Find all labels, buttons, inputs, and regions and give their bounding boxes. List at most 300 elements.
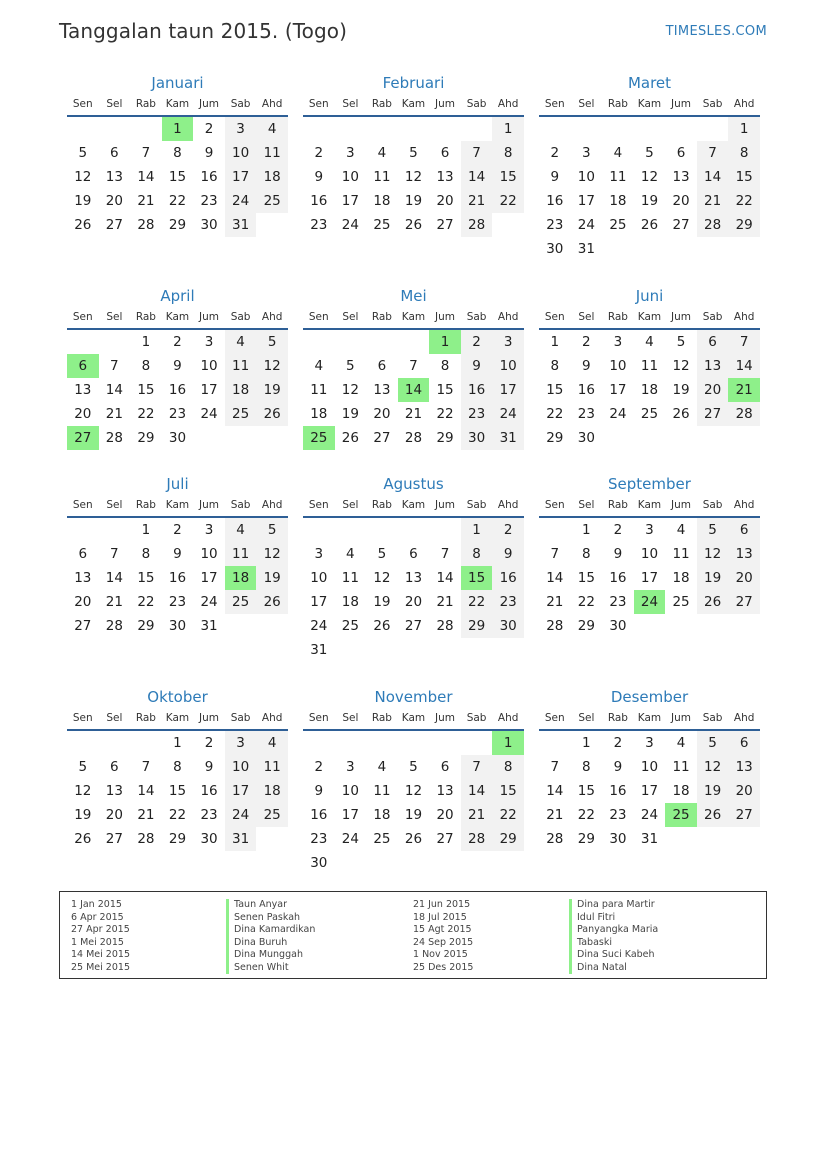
day-cell: 17 [492,378,524,402]
month-name: April [160,287,195,305]
day-cell: 13 [105,169,123,185]
weekday-label: Ahd [261,499,283,511]
day-cell: 26 [640,217,659,233]
weekday-label: Kam [401,712,426,724]
empty-cell [99,330,131,354]
day-cell: 30 [168,618,187,634]
month-name: Desember [610,688,689,706]
day-cell: 22 [728,189,760,213]
day-cell: 31 [200,618,218,634]
day-cell: 20 [105,193,123,209]
day-cell: 4 [256,117,288,141]
empty-cell [67,330,99,354]
day-cell: 31 [225,213,257,237]
empty-cell [539,518,571,542]
day-cell: 9 [314,783,324,799]
day-cell: 28 [105,618,123,634]
day-cell: 28 [728,402,760,426]
day-grid [539,330,760,450]
day-cell: 20 [74,406,92,422]
weekday-label: Sab [702,98,723,110]
weekday-label: Sel [106,712,123,724]
day-cell: 10 [310,570,328,586]
weekday-header [539,93,760,117]
weekday-label: Jum [435,311,456,323]
legend-holiday-name: Dina para Martir [577,899,655,910]
day-cell: 2 [173,334,182,350]
weekday-label: Ahd [733,311,755,323]
month-maret [539,73,760,261]
day-grid [67,518,288,638]
day-cell: 21 [697,189,729,213]
day-cell: 22 [577,594,595,610]
legend-holiday-name: Taun Anyar [234,899,287,910]
day-grid [303,117,524,237]
day-cell: 16 [168,382,187,398]
day-grid [303,330,524,450]
month-juli [67,474,288,638]
day-cell: 7 [141,145,151,161]
empty-cell [335,330,367,354]
brand-link[interactable]: TIMESLES.COM [665,24,767,39]
day-cell: 7 [110,546,119,562]
weekday-label: Rab [135,98,156,110]
day-cell: 4 [676,522,686,538]
day-cell: 4 [256,731,288,755]
day-cell: 26 [256,590,288,614]
day-cell: 6 [409,546,418,562]
day-cell: 3 [225,731,257,755]
day-cell: 16 [200,169,218,185]
holiday-day-cell: 25 [303,426,335,450]
legend-holiday-name: Senen Paskah [234,911,301,923]
day-cell: 19 [697,779,729,803]
legend-holiday-name: Tabaski [577,936,612,948]
day-cell: 15 [546,382,564,398]
day-cell: 21 [137,193,155,209]
day-cell: 6 [728,518,760,542]
day-cell: 8 [492,141,524,165]
day-cell: 3 [613,334,623,350]
day-cell: 7 [461,755,493,779]
empty-cell [461,731,493,755]
day-cell: 10 [341,783,359,799]
day-cell: 16 [461,378,493,402]
weekday-label: Sen [308,98,329,110]
empty-cell [429,518,461,542]
day-cell: 23 [200,807,218,823]
day-cell: 4 [676,735,686,751]
day-cell: 11 [256,141,288,165]
weekday-label: Sen [544,712,565,724]
weekday-label: Kam [165,499,190,511]
month-oktober [67,687,288,851]
day-cell: 6 [110,759,119,775]
day-cell: 10 [609,358,627,374]
day-cell: 24 [200,406,218,422]
day-cell: 3 [645,735,654,751]
empty-cell [665,117,697,141]
day-cell: 28 [105,430,123,446]
legend-date: 27 Apr 2015 [71,924,130,935]
day-cell: 30 [168,430,187,446]
day-cell: 17 [341,807,359,823]
day-cell: 22 [436,406,454,422]
weekday-label: Kam [165,98,190,110]
day-cell: 20 [373,406,391,422]
day-cell: 4 [613,145,623,161]
day-grid [539,117,760,261]
weekday-label: Sen [308,499,329,511]
day-cell: 5 [377,546,387,562]
weekday-label: Sen [72,712,93,724]
day-cell: 13 [728,542,760,566]
day-cell: 23 [546,217,564,233]
legend-holiday-name: Dina Buruh [234,936,288,948]
day-cell: 25 [256,803,288,827]
legend-date: 1 Nov 2015 [413,949,468,960]
month-name: Maret [627,74,672,92]
day-cell: 30 [200,217,218,233]
day-cell: 27 [105,217,123,233]
day-cell: 21 [105,594,123,610]
day-cell: 9 [550,169,560,185]
month-juni [539,286,760,450]
weekday-label: Sel [342,98,359,110]
empty-cell [130,117,162,141]
day-cell: 2 [204,121,214,137]
weekday-label: Kam [637,499,662,511]
weekday-label: Kam [401,311,426,323]
holiday-day-cell: 18 [225,566,257,590]
day-cell: 5 [256,330,288,354]
weekday-label: Jum [435,499,456,511]
day-cell: 3 [582,145,591,161]
holiday-day-cell: 27 [67,426,99,450]
weekday-label: Sel [106,311,123,323]
day-cell: 15 [168,169,187,185]
empty-cell [602,117,634,141]
weekday-label: Jum [671,98,692,110]
day-cell: 7 [697,141,729,165]
empty-cell [99,731,131,755]
day-cell: 18 [640,382,659,398]
day-cell: 21 [137,807,155,823]
day-cell: 22 [137,406,155,422]
weekday-label: Ahd [261,311,283,323]
day-cell: 31 [640,831,659,847]
empty-cell [366,518,398,542]
day-cell: 12 [672,358,690,374]
legend-holiday-name: Dina Munggah [234,949,303,960]
empty-cell [697,117,729,141]
day-cell: 13 [373,382,391,398]
day-cell: 3 [204,522,214,538]
day-cell: 24 [609,406,627,422]
day-cell: 10 [200,546,218,562]
weekday-label: Ahd [497,499,519,511]
day-cell: 23 [310,217,328,233]
day-cell: 9 [173,358,182,374]
day-cell: 10 [341,169,359,185]
day-cell: 2 [582,334,591,350]
day-cell: 26 [404,831,423,847]
weekday-label: Jum [199,98,220,110]
weekday-label: Ahd [261,712,283,724]
day-cell: 16 [310,807,328,823]
day-cell: 18 [609,193,627,209]
empty-cell [461,117,493,141]
day-cell: 25 [225,402,257,426]
day-cell: 11 [373,783,391,799]
day-cell: 8 [173,759,182,775]
day-cell: 6 [697,330,729,354]
day-cell: 2 [492,518,524,542]
empty-cell [303,731,335,755]
weekday-label: Sab [466,98,487,110]
day-cell: 9 [492,542,524,566]
month-name: November [374,688,453,706]
day-cell: 10 [225,141,257,165]
weekday-label: Ahd [497,712,519,724]
day-cell: 21 [546,594,564,610]
day-cell: 9 [582,358,591,374]
day-cell: 2 [204,735,214,751]
day-cell: 15 [168,783,187,799]
empty-cell [539,117,571,141]
weekday-label: Sel [106,499,123,511]
holiday-day-cell: 6 [67,354,99,378]
weekday-label: Ahd [733,499,755,511]
weekday-header [539,306,760,330]
weekday-label: Sen [308,311,329,323]
day-cell: 30 [461,426,493,450]
day-cell: 1 [728,117,760,141]
day-cell: 11 [256,755,288,779]
day-grid [67,330,288,450]
day-cell: 7 [550,759,560,775]
holiday-legend [59,891,767,979]
day-cell: 9 [314,169,324,185]
weekday-header [303,93,524,117]
empty-cell [571,117,603,141]
day-cell: 8 [141,358,151,374]
day-cell: 5 [78,145,88,161]
day-cell: 28 [137,831,155,847]
day-cell: 23 [168,406,187,422]
day-cell: 1 [582,522,591,538]
day-cell: 21 [546,807,564,823]
day-cell: 30 [310,855,328,871]
day-cell: 10 [200,358,218,374]
weekday-label: Sel [578,311,595,323]
day-cell: 12 [74,169,92,185]
day-cell: 17 [200,570,218,586]
day-cell: 13 [436,169,454,185]
day-cell: 3 [346,759,355,775]
day-cell: 13 [74,382,92,398]
day-cell: 31 [225,827,257,851]
empty-cell [130,731,162,755]
day-cell: 22 [168,193,187,209]
day-cell: 9 [204,145,214,161]
day-cell: 19 [256,378,288,402]
weekday-label: Jum [199,712,220,724]
weekday-label: Rab [135,311,156,323]
weekday-label: Ahd [497,98,519,110]
day-cell: 9 [613,759,623,775]
weekday-header [67,93,288,117]
day-cell: 11 [373,169,391,185]
day-cell: 16 [546,193,564,209]
month-name: Oktober [147,688,208,706]
day-cell: 16 [577,382,595,398]
day-cell: 15 [577,570,595,586]
day-cell: 5 [78,759,88,775]
legend-holiday-name: Idul Fitri [577,911,616,923]
day-cell: 18 [373,807,391,823]
day-cell: 24 [225,189,257,213]
day-cell: 16 [310,193,328,209]
weekday-label: Sab [466,712,487,724]
day-cell: 28 [546,618,564,634]
holiday-day-cell: 15 [461,566,493,590]
weekday-label: Ahd [497,311,519,323]
day-cell: 25 [341,618,359,634]
day-cell: 22 [168,807,187,823]
weekday-label: Sab [702,499,723,511]
day-cell: 22 [492,189,524,213]
day-cell: 4 [225,518,257,542]
day-cell: 12 [697,542,729,566]
day-cell: 20 [436,193,454,209]
weekday-label: Rab [607,712,628,724]
day-cell: 12 [256,542,288,566]
weekday-label: Sab [466,311,487,323]
day-cell: 14 [461,779,493,803]
day-cell: 5 [697,518,729,542]
day-cell: 25 [256,189,288,213]
legend-holiday-name: Dina Natal [577,961,627,973]
day-cell: 12 [74,783,92,799]
month-februari [303,73,524,237]
day-cell: 13 [74,570,92,586]
day-cell: 16 [200,783,218,799]
day-cell: 17 [640,783,659,799]
day-cell: 19 [697,566,729,590]
day-cell: 17 [640,570,659,586]
day-cell: 5 [409,145,418,161]
empty-cell [335,518,367,542]
day-cell: 20 [697,378,729,402]
day-cell: 8 [461,542,493,566]
day-cell: 3 [225,117,257,141]
weekday-label: Kam [637,98,662,110]
day-cell: 24 [640,807,659,823]
weekday-label: Sen [544,311,565,323]
day-cell: 27 [436,831,454,847]
day-cell: 23 [609,807,627,823]
empty-cell [67,117,99,141]
day-cell: 1 [141,334,151,350]
legend-date: 15 Agt 2015 [413,924,472,935]
day-cell: 28 [137,217,155,233]
day-cell: 26 [672,406,690,422]
day-cell: 26 [74,217,92,233]
weekday-label: Sen [544,499,565,511]
legend-holiday-name: Dina Suci Kabeh [577,949,655,960]
day-cell: 9 [613,546,623,562]
day-cell: 17 [225,779,257,803]
day-cell: 6 [110,145,119,161]
day-cell: 28 [404,430,423,446]
day-cell: 11 [672,546,690,562]
day-cell: 21 [105,406,123,422]
day-cell: 3 [346,145,355,161]
weekday-label: Sab [230,311,251,323]
day-cell: 14 [105,570,123,586]
day-cell: 25 [609,217,627,233]
day-cell: 19 [404,193,423,209]
weekday-label: Rab [607,499,628,511]
legend-holiday-name: Senen Whit [234,961,289,973]
day-cell: 13 [404,570,423,586]
day-cell: 31 [577,241,595,257]
day-cell: 27 [373,430,391,446]
day-cell: 26 [697,803,729,827]
day-cell: 24 [200,594,218,610]
day-cell: 16 [168,570,187,586]
weekday-label: Sab [466,499,487,511]
day-cell: 12 [256,354,288,378]
legend-date: 1 Mei 2015 [71,936,124,948]
day-cell: 30 [577,430,595,446]
day-grid [67,731,288,851]
day-cell: 19 [74,807,92,823]
day-cell: 17 [577,193,595,209]
weekday-label: Jum [671,499,692,511]
month-desember [539,687,760,851]
weekday-label: Rab [371,98,392,110]
day-cell: 22 [137,594,155,610]
day-cell: 29 [728,213,760,237]
day-cell: 4 [314,358,324,374]
legend-date: 6 Apr 2015 [71,911,124,923]
day-cell: 8 [582,546,591,562]
day-cell: 12 [341,382,359,398]
day-cell: 18 [672,570,690,586]
day-cell: 27 [436,217,454,233]
weekday-header [539,494,760,518]
day-cell: 14 [436,570,454,586]
day-cell: 12 [697,755,729,779]
month-april [67,286,288,450]
day-cell: 31 [492,426,524,450]
day-cell: 14 [546,570,564,586]
day-cell: 4 [225,330,257,354]
weekday-label: Sen [72,98,93,110]
day-cell: 17 [225,165,257,189]
legend-date: 21 Jun 2015 [413,899,471,910]
day-cell: 8 [728,141,760,165]
day-grid [67,117,288,237]
legend-date: 24 Sep 2015 [413,936,474,948]
day-cell: 20 [672,193,690,209]
day-cell: 11 [672,759,690,775]
month-september [539,474,760,638]
day-cell: 19 [256,566,288,590]
day-cell: 19 [373,594,391,610]
